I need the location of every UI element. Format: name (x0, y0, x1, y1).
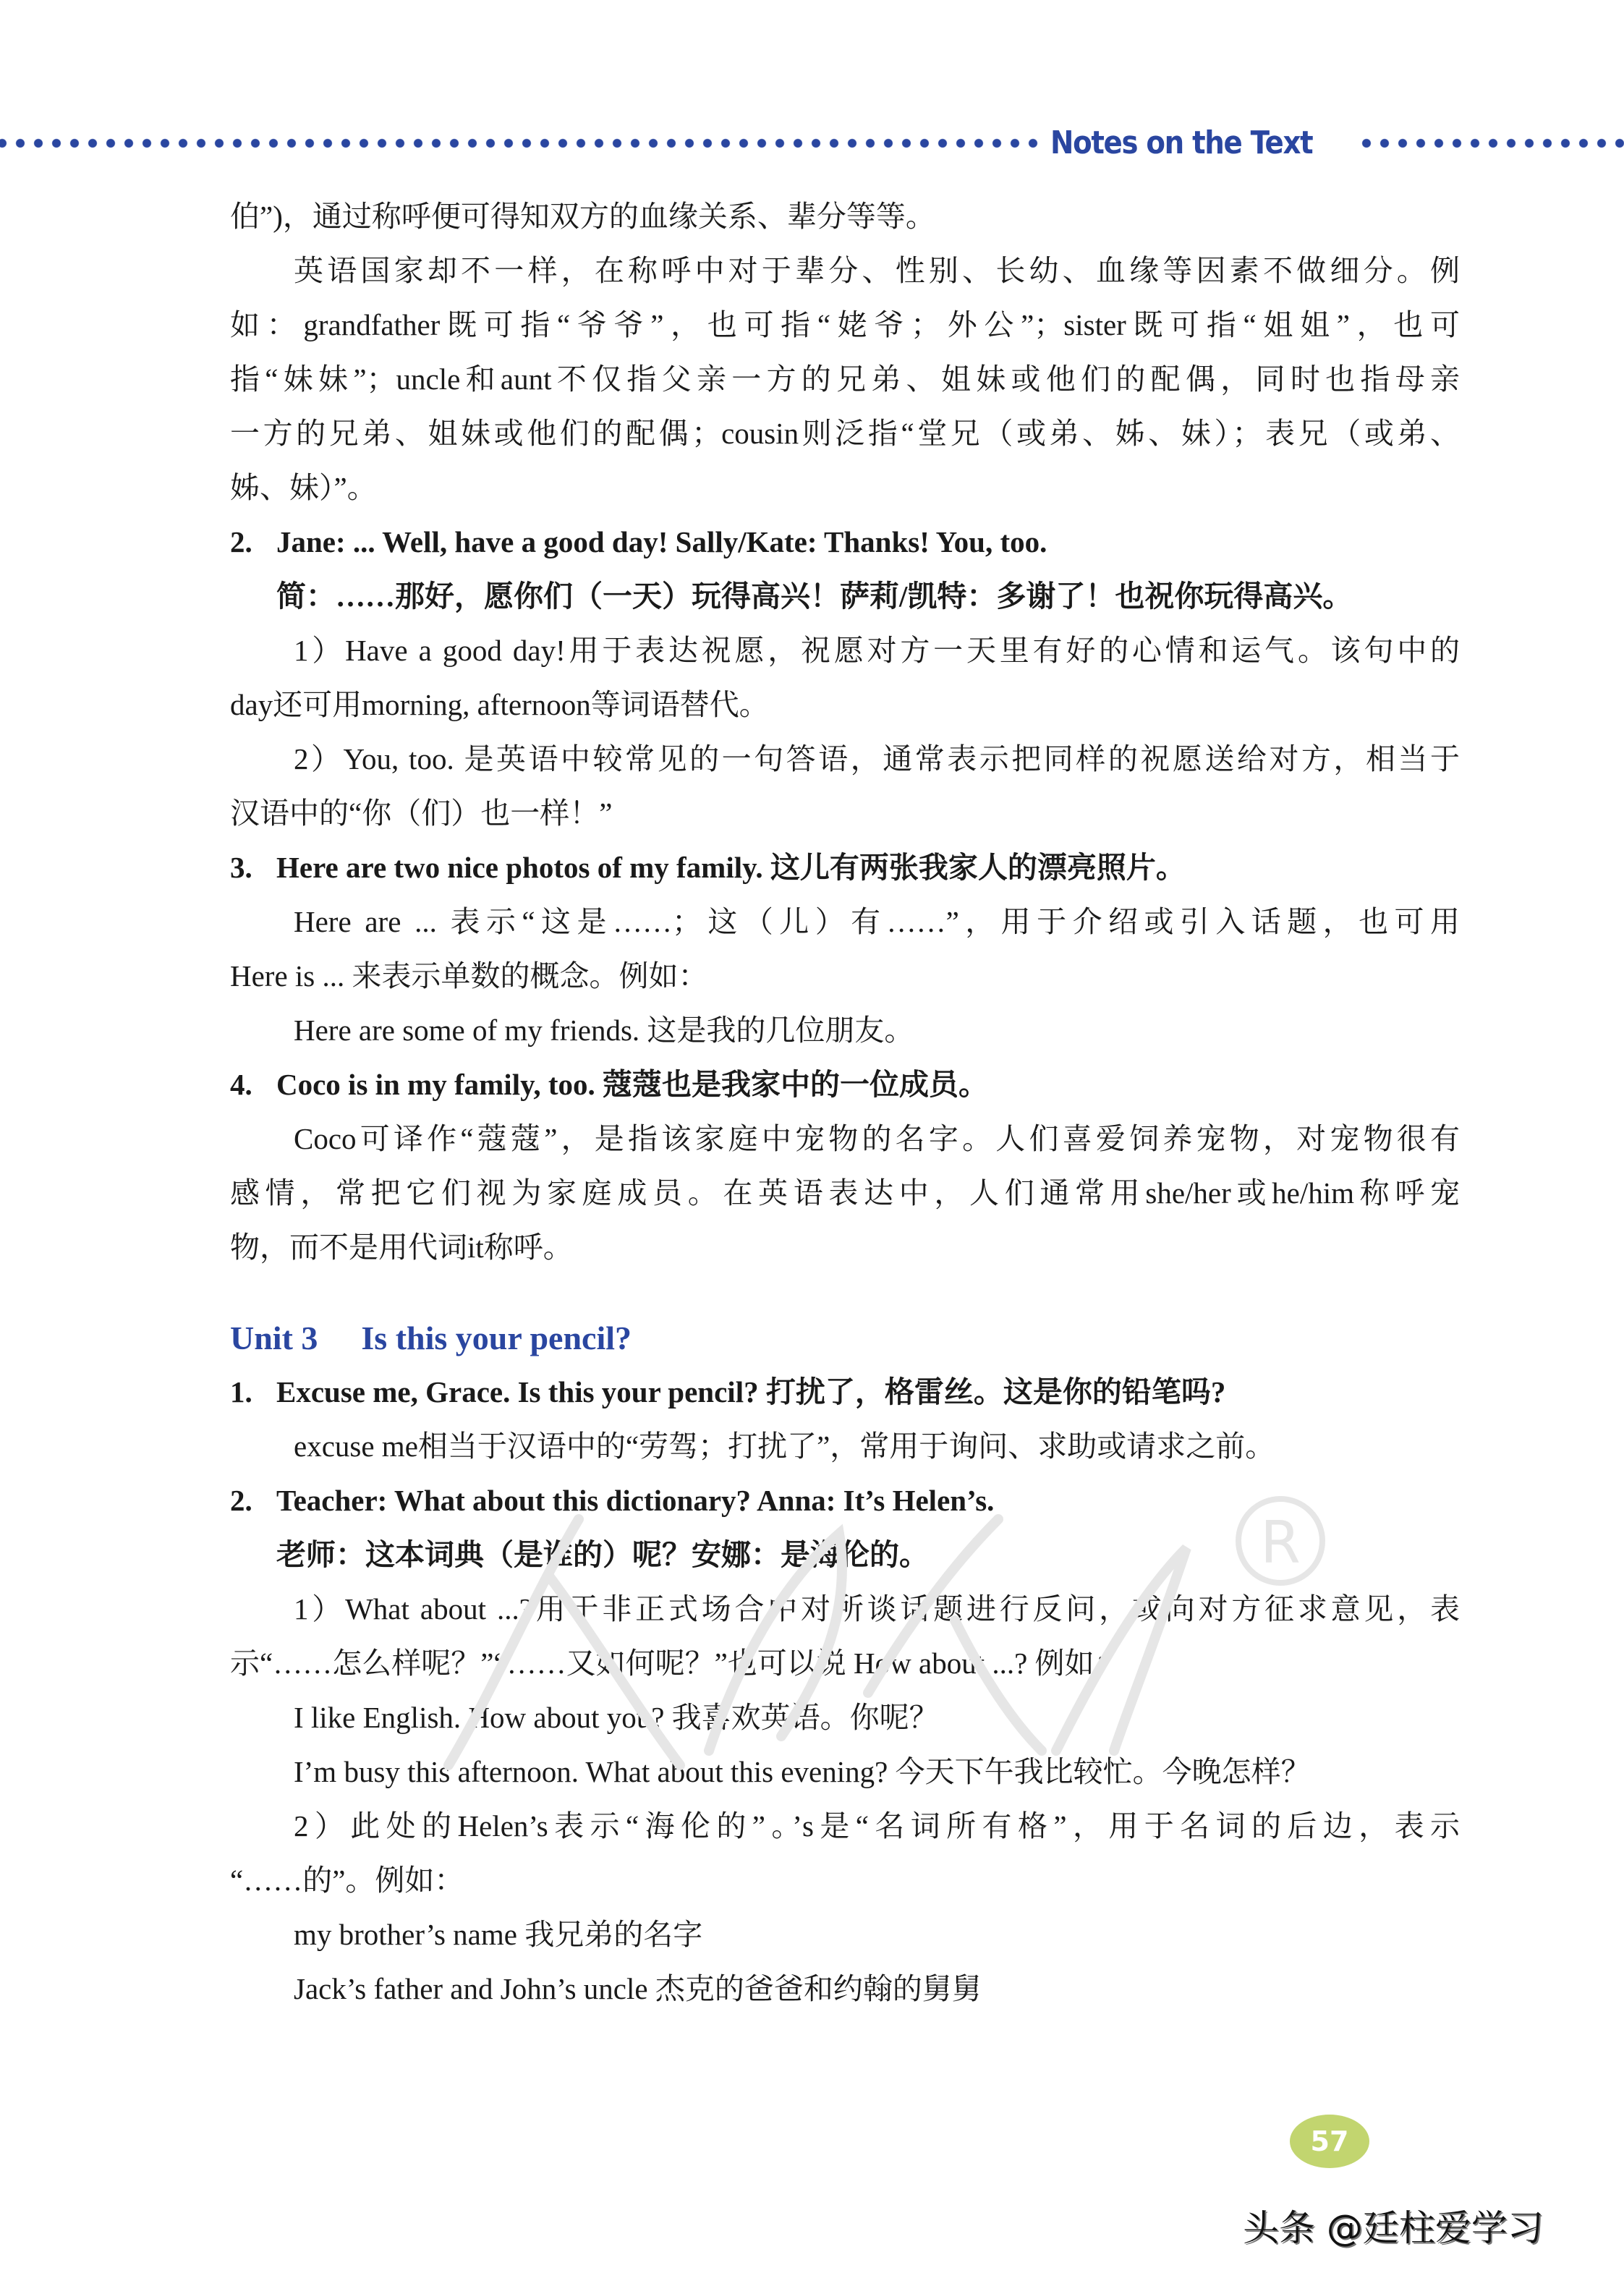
note-heading-text: Excuse me, Grace. Is this your pencil? (276, 1375, 759, 1409)
paragraph-line: Coco可译作“蔻蔻”，是指该家庭中宠物的名字。人们喜爱饲养宠物，对宠物很有 (294, 1122, 1460, 1155)
note-translation: 简：……那好，愿你们（一天）玩得高兴！萨莉/凯特：多谢了！也祝你玩得高兴。 (276, 579, 1353, 613)
note-heading (230, 1474, 1460, 1528)
paragraph-line: Here is ... 来表示单数的概念。例如： (230, 959, 708, 993)
paragraph-line: 伯”)，通过称呼便可得知双方的血缘关系、辈分等等。 (230, 200, 935, 233)
paragraph-line: 1）What about ...?用于非正式场合中对所谈话题进行反问，或向对方征求意见，表 (294, 1592, 1460, 1626)
paragraph-line: 姊、妹）”。 (230, 471, 377, 504)
example-line: Here are some of my friends. 这是我的几位朋友。 (294, 1014, 914, 1047)
paragraph-line: 汉语中的“你（们）也一样！” (230, 796, 613, 830)
note-heading-text: Coco is in my family, too. (276, 1068, 595, 1101)
source-credit: 头条 @廷柱爱学习 (1243, 2207, 1544, 2249)
page-header (0, 122, 1624, 165)
page-content (230, 190, 1460, 2016)
dotted-rule-left (0, 137, 1039, 149)
note-number: 4. (230, 1068, 252, 1101)
paragraph-line: 指“妹妹”；uncle和aunt不仅指父亲一方的兄弟、姐妹或他们的配偶，同时也指母亲 (230, 362, 1460, 396)
note-heading (230, 1058, 1460, 1112)
note-heading-translation: 蔻蔻也是我家中的一位成员。 (602, 1068, 988, 1101)
note-translation: 老师：这本词典（是谁的）呢？安娜：是海伦的。 (276, 1538, 929, 1571)
note-heading-translation: 这儿有两张我家人的漂亮照片。 (770, 851, 1186, 884)
dotted-rule-right (1361, 137, 1624, 149)
note-number: 1. (230, 1375, 252, 1409)
note-number: 2. (230, 1484, 252, 1517)
note-heading (230, 515, 1460, 569)
paragraph-line: 英语国家却不一样，在称呼中对于辈分、性别、长幼、血缘等因素不做细分。例 (294, 254, 1460, 287)
svg-text:R: R (1260, 1509, 1301, 1576)
note-heading-translation: 打扰了，格雷丝。这是你的铅笔吗? (765, 1375, 1226, 1409)
note-heading-text: Jane: ... Well, have a good day! Sally/Kate: Thanks! You, too. (276, 525, 1047, 558)
note-number: 2. (230, 525, 252, 558)
note-heading-text: Teacher: What about this dictionary? Anna: It’s Helen’s. (276, 1484, 995, 1517)
section-title: Notes on the Text (1050, 124, 1313, 161)
example-line: I like English. How about you? 我喜欢英语。你呢？ (294, 1701, 939, 1734)
note-heading (230, 1365, 1460, 1419)
paragraph-line: 2）You, too. 是英语中较常见的一句答语，通常表示把同样的祝愿送给对方，相当于 (294, 742, 1460, 776)
example-line: Jack’s father and John’s uncle 杰克的爸爸和约翰的舅舅 (294, 1972, 982, 2005)
example-line: my brother’s name 我兄弟的名字 (294, 1918, 703, 1951)
paragraph-line: 如：grandfather既可指“爷爷”，也可指“姥爷；外公”；sister既可指“姐姐”，也可 (230, 308, 1460, 341)
unit-label: Unit 3 (230, 1320, 318, 1356)
paragraph-line: 感情，常把它们视为家庭成员。在英语表达中，人们通常用she/her或he/him称呼宠 (230, 1176, 1460, 1210)
paragraph-line: 1）Have a good day!用于表达祝愿，祝愿对方一天里有好的心情和运气。该句中的 (294, 634, 1460, 667)
example-line: I’m busy this afternoon. What about this evening? 今天下午我比较忙。今晚怎样？ (294, 1755, 1311, 1788)
paragraph-line: day还可用morning, afternoon等词语替代。 (230, 688, 769, 721)
page-number-badge: 57 (1290, 2115, 1369, 2168)
paragraph-line: 一方的兄弟、姐妹或他们的配偶；cousin则泛指“堂兄（或弟、姊、妹）；表兄（或弟、 (230, 417, 1460, 450)
unit-heading (230, 1311, 1460, 1365)
paragraph-line: Here are ... 表示“这是……；这（儿）有……”，用于介绍或引入话题，也可用 (294, 905, 1460, 938)
paragraph-line: excuse me相当于汉语中的“劳驾；打扰了”，常用于询问、求助或请求之前。 (294, 1429, 1275, 1463)
paragraph-line: 示“……怎么样呢？”“……又如何呢？”也可以说 How about ...? 例如： (230, 1647, 1124, 1680)
note-heading (230, 841, 1460, 895)
paragraph-line: 物，而不是用代词it称呼。 (230, 1231, 573, 1264)
note-number: 3. (230, 851, 252, 884)
paragraph-line: 2）此处的Helen’s表示“海伦的”。’s是“名词所有格”，用于名词的后边，表示 (294, 1809, 1460, 1843)
paragraph-line: “……的”。例如： (230, 1864, 464, 1897)
unit-title: Is this your pencil? (361, 1320, 632, 1356)
note-heading-text: Here are two nice photos of my family. (276, 851, 763, 884)
